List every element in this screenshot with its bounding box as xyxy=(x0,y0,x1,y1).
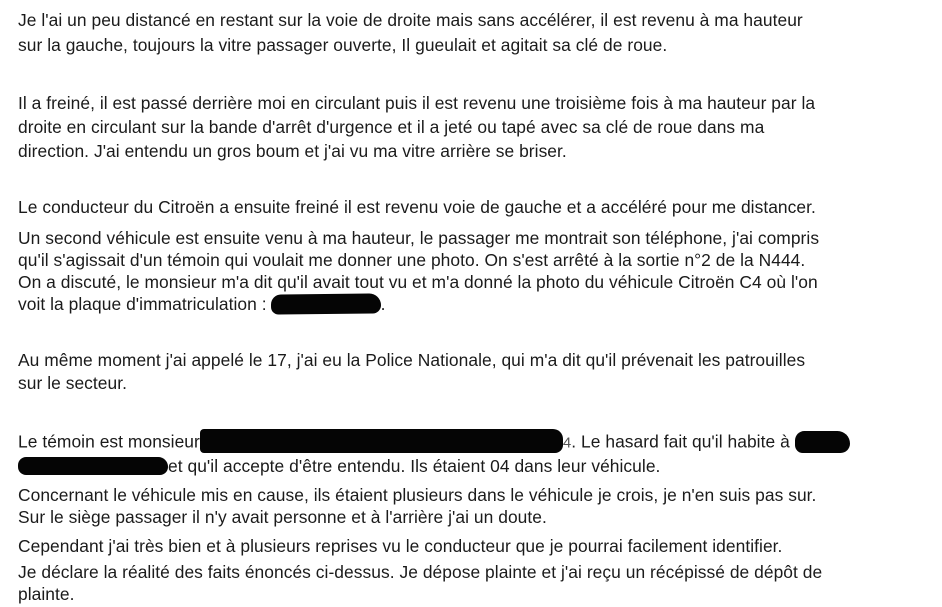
text-line: Il a freiné, il est passé derrière moi en circulant puis il est revenu une troisième fois à ma hauteur par la xyxy=(18,93,816,113)
text-line: droite en circulant sur la bande d'arrêt d'urgence et il a jeté ou tapé avec sa clé de roue dans ma xyxy=(18,117,765,137)
text-line: Un second véhicule est ensuite venu à ma hauteur, le passager me montrait son téléphone, j'ai compris xyxy=(18,228,820,248)
text-line: Concernant le véhicule mis en cause, ils étaient plusieurs dans le véhicule je crois, je n'en suis pas sur. xyxy=(18,485,817,505)
text-line: qu'il s'agissait d'un témoin qui voulait me donner une photo. On s'est arrêté à la sortie n°2 de la N444. xyxy=(18,250,806,270)
text-line: Au même moment j'ai appelé le 17, j'ai eu la Police Nationale, qui m'a dit qu'il prévenait les patrouilles xyxy=(18,350,806,370)
text-line: Cependant j'ai très bien et à plusieurs reprises vu le conducteur que je pourrai facilement identifier. xyxy=(18,536,783,556)
text-segment: et qu'il accepte d'être entendu. Ils étaient 04 dans leur véhicule. xyxy=(168,456,661,476)
text-line: Je déclare la réalité des faits énoncés ci-dessus. Je dépose plainte et j'ai reçu un récépissé de dépôt de xyxy=(18,562,823,582)
text-line: Je l'ai un peu distancé en restant sur la voie de droite mais sans accélérer, il est revenu à ma hauteur xyxy=(18,10,803,30)
text-line: On a discuté, le monsieur m'a dit qu'il avait tout vu et m'a donné la photo du véhicule Citroën C4 où l'on xyxy=(18,272,818,292)
text-line: direction. J'ai entendu un gros boum et j'ai vu ma vitre arrière se briser. xyxy=(18,141,567,161)
redacted-town-continued xyxy=(18,457,168,475)
text-segment: 4 xyxy=(562,434,572,452)
text-segment: voit la plaque d'immatriculation : xyxy=(18,294,267,314)
text-line: sur la gauche, toujours la vitre passager ouverte, Il gueulait et agitait sa clé de roue. xyxy=(18,35,668,55)
text-segment: . Le hasard fait qu'il habite à xyxy=(571,431,790,452)
text-line-with-redaction xyxy=(18,294,386,315)
redacted-license-plate xyxy=(271,294,381,315)
redacted-witness-name xyxy=(200,429,563,453)
redacted-town xyxy=(795,431,850,453)
text-line: Le conducteur du Citroën a ensuite freiné il est revenu voie de gauche et a accéléré pour me distancer. xyxy=(18,197,816,217)
text-line-with-redaction xyxy=(18,431,850,455)
text-line-with-redaction xyxy=(18,456,660,476)
text-segment: Le témoin est monsieur xyxy=(18,431,200,452)
text-line: plainte. xyxy=(18,584,75,604)
text-segment: . xyxy=(380,294,386,314)
text-line: Sur le siège passager il n'y avait personne et à l'arrière j'ai un doute. xyxy=(18,507,547,527)
text-line: sur le secteur. xyxy=(18,373,128,393)
